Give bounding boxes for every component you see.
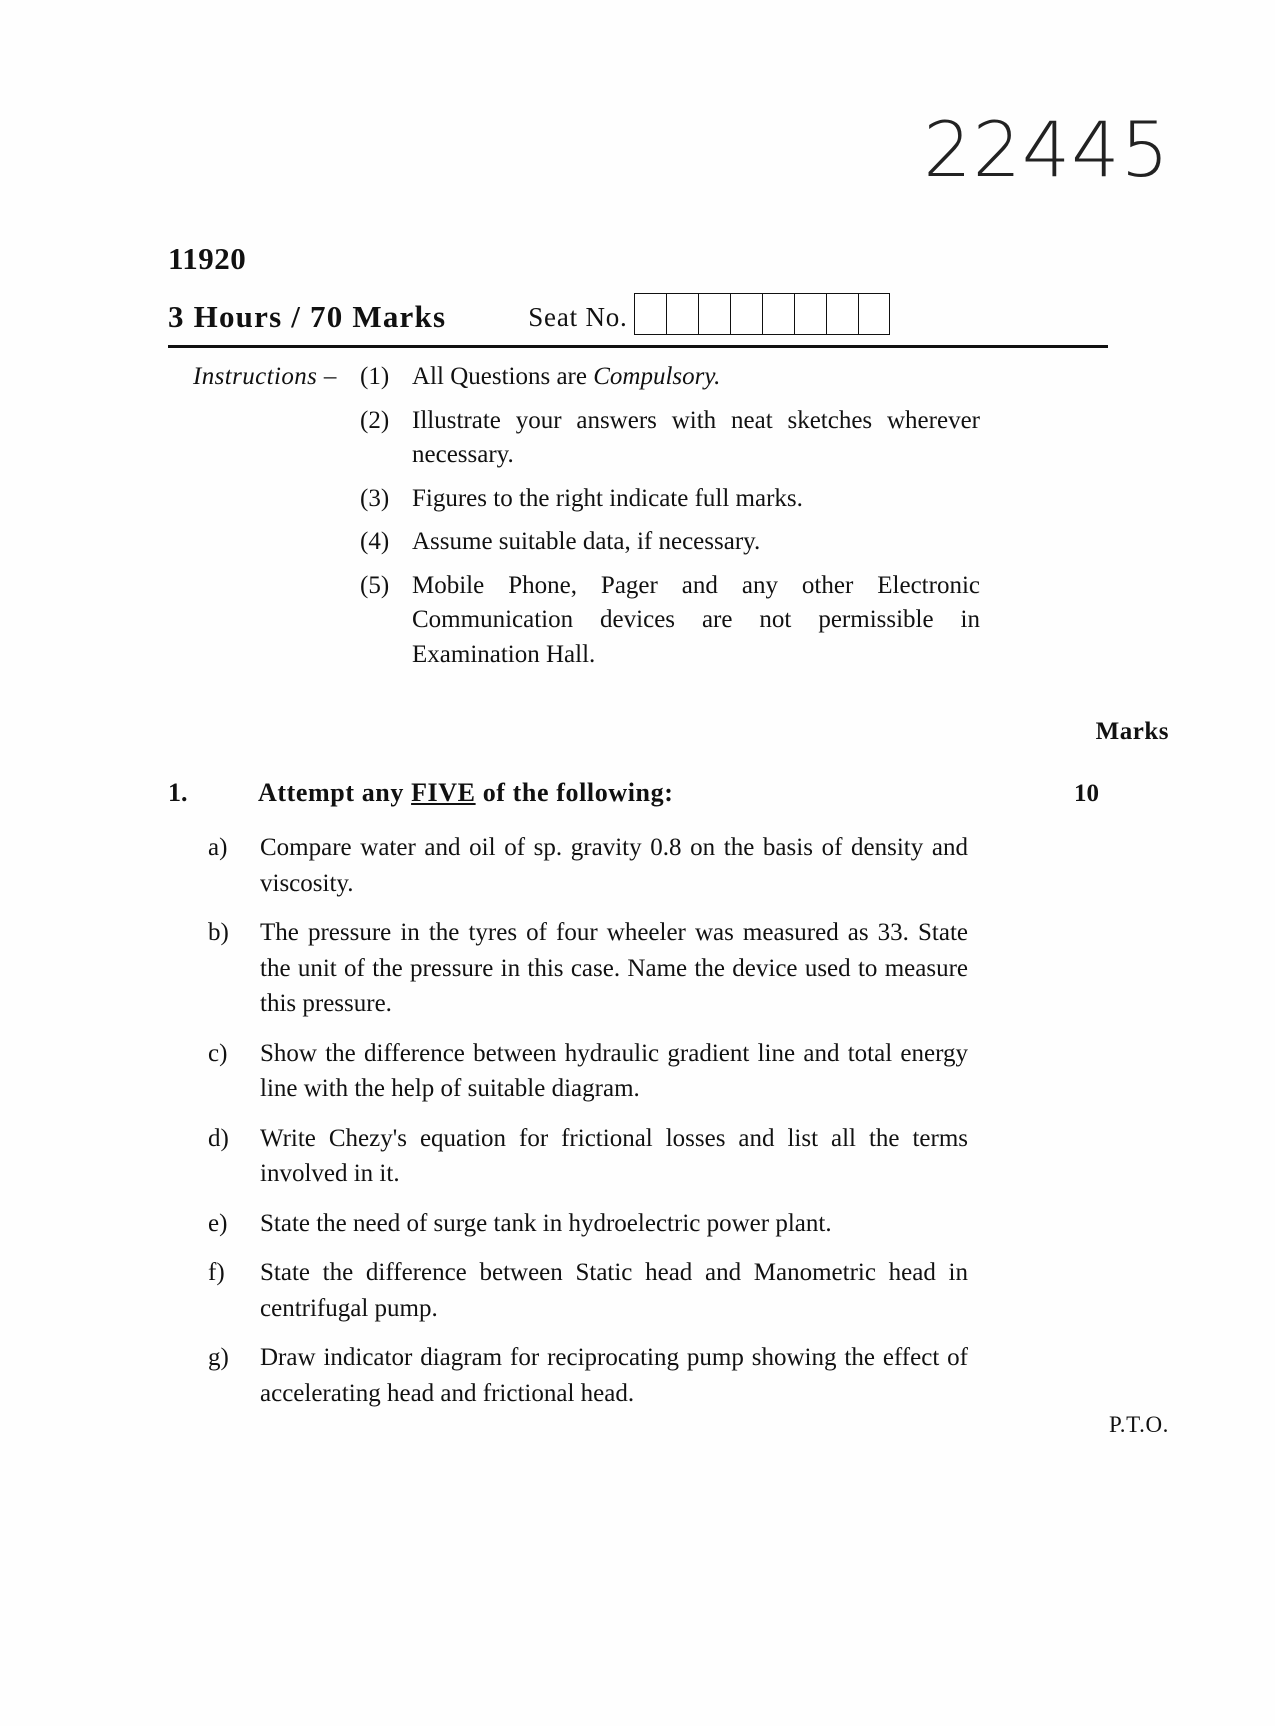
- seat-no-box[interactable]: [826, 293, 858, 335]
- duration-and-seat-row: [168, 289, 1108, 335]
- seat-no-box[interactable]: [666, 293, 698, 335]
- question-title-pre: Attempt any: [258, 778, 412, 807]
- instruction-text: [412, 525, 980, 560]
- sub-question-item: [208, 1036, 968, 1107]
- sub-question-text: State the difference between Static head and Manometric head in centrifugal pump.: [260, 1259, 968, 1322]
- header-divider: [168, 345, 1108, 348]
- instruction-number: (2): [360, 406, 390, 434]
- instruction-text-main: Illustrate your answers with neat sketches wherever necessary.: [412, 406, 980, 468]
- instruction-item: [360, 569, 980, 673]
- sub-question-item: [208, 1206, 968, 1242]
- instruction-number: (4): [360, 528, 390, 555]
- sub-question-label: d): [208, 1124, 229, 1152]
- instruction-text-main: All Questions are: [412, 363, 594, 390]
- seat-no-box[interactable]: [698, 293, 730, 335]
- instruction-text: [412, 482, 980, 517]
- instruction-text-emphasis: Compulsory.: [593, 363, 721, 390]
- exam-header: [168, 240, 1108, 335]
- seat-no-box[interactable]: [858, 293, 890, 335]
- question-title-post: of the following:: [475, 778, 674, 807]
- duration-marks-label: 3 Hours / 70 Marks: [168, 298, 447, 334]
- marks-column-label: Marks: [1095, 718, 1169, 745]
- sub-question-label: a): [208, 834, 228, 861]
- instruction-item: [360, 404, 980, 473]
- instruction-text-main: Assume suitable data, if necessary.: [412, 528, 761, 555]
- paper-code: 22445: [923, 105, 1170, 194]
- seat-no-label: Seat No.: [528, 301, 628, 332]
- page-turn-note: P.T.O.: [1108, 1412, 1169, 1437]
- question-marks: 10: [1074, 780, 1099, 807]
- instruction-text: [412, 404, 980, 473]
- instruction-text: [412, 360, 980, 395]
- instruction-item: [360, 360, 980, 395]
- sub-question-item: [208, 1340, 968, 1411]
- instruction-text-main: Mobile Phone, Pager and any other Electronic Communication devices are not permissible in Examination Hall.: [412, 571, 980, 668]
- sub-question-item: [208, 1121, 968, 1192]
- instruction-text-main: Figures to the right indicate full marks.: [412, 484, 803, 512]
- sub-question-item: [208, 915, 968, 1022]
- sub-question-text: Compare water and oil of sp. gravity 0.8 on the basis of density and viscosity.: [260, 834, 968, 897]
- question-1-heading: [168, 778, 1108, 808]
- sub-question-text: Draw indicator diagram for reciprocating pump showing the effect of accelerating head and frictional head.: [260, 1344, 968, 1407]
- instruction-text: [412, 569, 980, 673]
- instructions-section: [168, 360, 1108, 681]
- instruction-item: [360, 482, 980, 517]
- seat-no-box[interactable]: [730, 293, 762, 335]
- instruction-item: [360, 525, 980, 560]
- sub-question-text: The pressure in the tyres of four wheeler was measured as 33. State the unit of the pressure in this case. Name the device used to measure this pressure.: [260, 919, 968, 1017]
- instruction-number: (3): [360, 484, 390, 512]
- instruction-number: (5): [360, 571, 390, 599]
- sub-question-item: [208, 830, 968, 901]
- instructions-heading: Instructions –: [193, 363, 337, 390]
- sub-questions-list: [208, 830, 968, 1411]
- sub-question-label: g): [208, 1344, 229, 1371]
- question-title-underlined: FIVE: [411, 778, 476, 807]
- sub-question-text: Show the difference between hydraulic gradient line and total energy line with the help of suitable diagram.: [260, 1039, 968, 1102]
- sub-question-label: f): [208, 1259, 225, 1286]
- instruction-number: (1): [360, 363, 390, 390]
- seat-no-box[interactable]: [794, 293, 826, 335]
- question-title: [258, 778, 1029, 808]
- instructions-list: [360, 360, 980, 672]
- subject-code: 11920: [168, 241, 247, 276]
- question-1-block: [168, 778, 1108, 1425]
- seat-no-boxes[interactable]: [634, 293, 890, 335]
- seat-no-box[interactable]: [634, 293, 666, 335]
- sub-question-label: c): [208, 1039, 228, 1067]
- sub-question-text: Write Chezy's equation for frictional losses and list all the terms involved in it.: [260, 1124, 968, 1187]
- sub-question-item: [208, 1255, 968, 1326]
- seat-no-field: [528, 293, 889, 335]
- seat-no-box[interactable]: [762, 293, 794, 335]
- question-number: 1.: [168, 778, 188, 807]
- sub-question-label: e): [208, 1209, 228, 1237]
- sub-question-label: b): [208, 919, 229, 946]
- sub-question-text: State the need of surge tank in hydroelectric power plant.: [260, 1209, 832, 1237]
